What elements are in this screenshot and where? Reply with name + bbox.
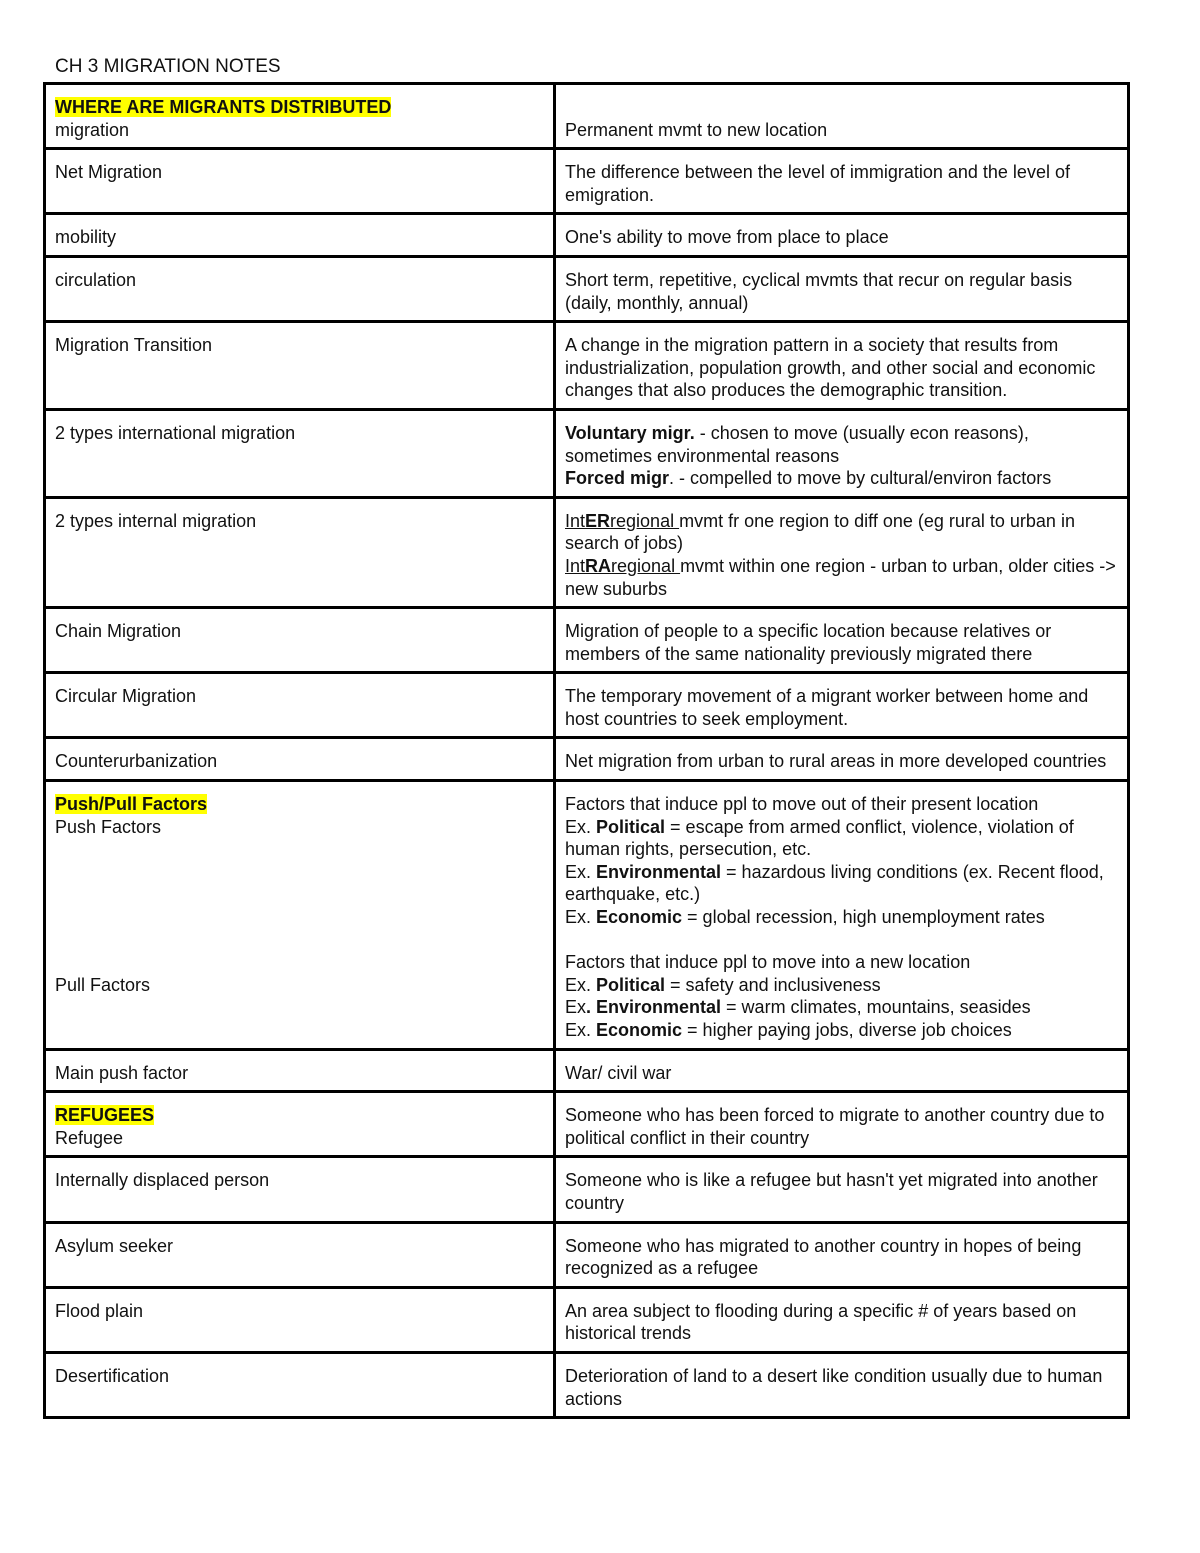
forced-label: Forced migr: [565, 468, 670, 489]
term-cell: [45, 84, 555, 149]
definition-cell: The difference between the level of immigration and the level of emigration.: [555, 149, 1129, 214]
term-cell: circulation: [45, 256, 555, 321]
voluntary-text: - chosen to move (usually econ reasons), sometimes environmental reasons: [565, 422, 1029, 466]
push-intro: Factors that induce ppl to move out of their present location: [565, 794, 1039, 815]
table-row: [45, 1049, 1129, 1092]
interregional-text: mvmt fr one region to diff one (eg rural to urban in search of jobs): [565, 510, 1075, 554]
definition-cell: The temporary movement of a migrant worker between home and host countries to seek employment.: [555, 673, 1129, 738]
term-cell: Main push factor: [45, 1049, 555, 1092]
intraregional-text: mvmt within one region - urban to urban, older cities -> new suburbs: [565, 555, 1116, 599]
section-heading: WHERE ARE MIGRANTS DISTRIBUTED: [55, 97, 392, 117]
voluntary-label: Voluntary migr.: [565, 422, 695, 443]
notes-table: [43, 82, 1130, 1419]
definition-cell: [555, 409, 1129, 497]
term-cell: Chain Migration: [45, 608, 555, 673]
definition-cell: Factors that induce ppl to move out of their present location Ex. Political = escape from armed conflict, violence, violation of human rights, persecution, etc. Ex. Environmental = hazardous living conditions (ex. Recent flood, earthquake, etc.) Ex. Economic = global recession, high unemployment rates Factors that induce ppl to move into a new location Ex. Political = safety and inclusiveness Ex. Environmental = warm climates, mountains, seasides Ex. Economic = higher paying jobs, diverse job choices: [555, 781, 1129, 1050]
table-row: [45, 673, 1129, 738]
definition-cell: Someone who has been forced to migrate to another country due to political conflict in their country: [555, 1092, 1129, 1157]
definition-cell: Net migration from urban to rural areas in more developed countries: [555, 738, 1129, 781]
term-cell: Net Migration: [45, 149, 555, 214]
push-political-label: Political: [596, 816, 666, 837]
term-cell: Asylum seeker: [45, 1222, 555, 1287]
interregional-label: IntERregional: [565, 510, 680, 531]
term-cell: Migration Transition: [45, 322, 555, 410]
table-row: [45, 497, 1129, 607]
table-row: [45, 1157, 1129, 1222]
definition-cell: Migration of people to a specific location because relatives or members of the same nationality previously migrated there: [555, 608, 1129, 673]
definition-text: Permanent mvmt to new location: [565, 119, 828, 140]
term-cell: Circular Migration: [45, 673, 555, 738]
pull-environmental-label: . Environmental: [586, 997, 722, 1018]
definition-cell: [555, 497, 1129, 607]
definition-cell: [555, 84, 1129, 149]
table-row: [45, 149, 1129, 214]
term-label: Refugee: [55, 1127, 124, 1148]
pull-intro: Factors that induce ppl to move into a new location: [565, 952, 971, 973]
definition-cell: War/ civil war: [555, 1049, 1129, 1092]
table-row: [45, 1352, 1129, 1417]
definition-cell: Short term, repetitive, cyclical mvmts that recur on regular basis (daily, monthly, annual): [555, 256, 1129, 321]
table-row: [45, 322, 1129, 410]
definition-cell: A change in the migration pattern in a society that results from industrialization, population growth, and other social and economic changes that also produces the demographic transition.: [555, 322, 1129, 410]
table-row: [45, 214, 1129, 257]
push-economic-label: Economic: [596, 907, 683, 928]
term-label: Push Factors: [55, 816, 162, 837]
section-heading: REFUGEES: [55, 1105, 155, 1126]
term-cell: Internally displaced person: [45, 1157, 555, 1222]
pull-political-label: Political: [596, 974, 666, 995]
term-cell: Flood plain: [45, 1287, 555, 1352]
intraregional-label: IntRAregional: [565, 555, 681, 576]
table-row: [45, 409, 1129, 497]
table-row: [45, 1222, 1129, 1287]
table-row: [45, 608, 1129, 673]
term-cell: Desertification: [45, 1352, 555, 1417]
table-row: [45, 1092, 1129, 1157]
term-cell: Counterurbanization: [45, 738, 555, 781]
push-environmental-label: Environmental: [596, 861, 722, 882]
term-cell: 2 types internal migration: [45, 497, 555, 607]
definition-cell: An area subject to flooding during a specific # of years based on historical trends: [555, 1287, 1129, 1352]
term-label: Pull Factors: [55, 975, 151, 996]
definition-cell: Deterioration of land to a desert like condition usually due to human actions: [555, 1352, 1129, 1417]
pull-economic-label: Economic: [596, 1020, 683, 1040]
page-title: CH 3 MIGRATION NOTES: [55, 56, 281, 77]
table-row: [45, 256, 1129, 321]
term-label: migration: [55, 119, 130, 140]
term-cell: mobility: [45, 214, 555, 257]
term-cell: [45, 781, 555, 1050]
definition-cell: One's ability to move from place to place: [555, 214, 1129, 257]
term-cell: 2 types international migration: [45, 409, 555, 497]
term-cell: [45, 1092, 555, 1157]
table-row: [45, 1287, 1129, 1352]
section-heading: Push/Pull Factors: [55, 794, 208, 815]
definition-cell: Someone who has migrated to another country in hopes of being recognized as a refugee: [555, 1222, 1129, 1287]
table-row: [45, 84, 1129, 149]
table-row: [45, 781, 1129, 1050]
definition-cell: Someone who is like a refugee but hasn't yet migrated into another country: [555, 1157, 1129, 1222]
table-row: [45, 738, 1129, 781]
forced-text: . - compelled to move by cultural/environ factors: [669, 468, 1052, 489]
